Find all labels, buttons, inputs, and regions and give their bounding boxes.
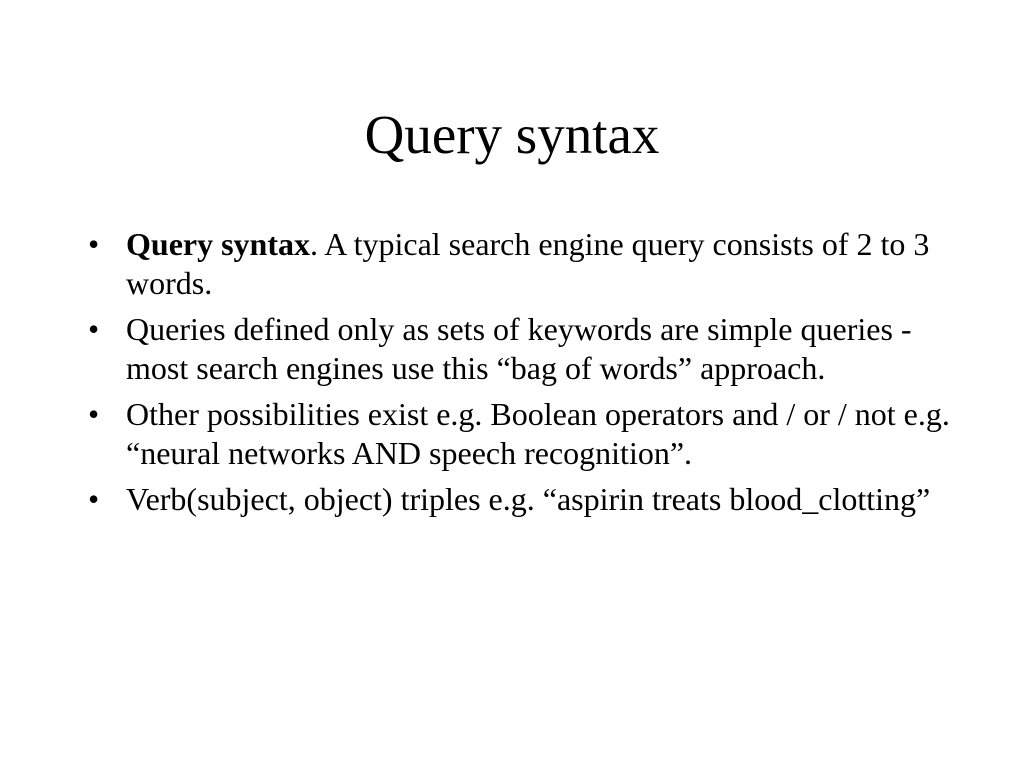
bullet-text: Queries defined only as sets of keywords are simple queries - most search engines use this “bag of words” approach.: [126, 311, 912, 386]
bullet-item: [88, 395, 968, 473]
bullet-text: Verb(subject, object) triples e.g. “aspirin treats blood_clotting”: [126, 481, 931, 517]
bullet-marker: •: [88, 481, 100, 517]
bullet-marker: •: [88, 311, 100, 347]
bullet-marker: •: [88, 226, 100, 262]
bullet-item: [88, 310, 968, 388]
bullet-text: . A typical search engine query consists of 2 to 3 words.: [126, 226, 930, 301]
bullet-list: [88, 225, 968, 526]
bullet-item: [88, 480, 968, 519]
slide-title: Query syntax: [364, 104, 660, 165]
bullet-text: Other possibilities exist e.g. Boolean operators and / or / not e.g. “neural networks AND speech recognition”.: [126, 396, 950, 471]
bullet-item: [88, 225, 968, 303]
bullet-marker: •: [88, 396, 100, 432]
bullet-bold-lead: Query syntax: [126, 226, 310, 262]
